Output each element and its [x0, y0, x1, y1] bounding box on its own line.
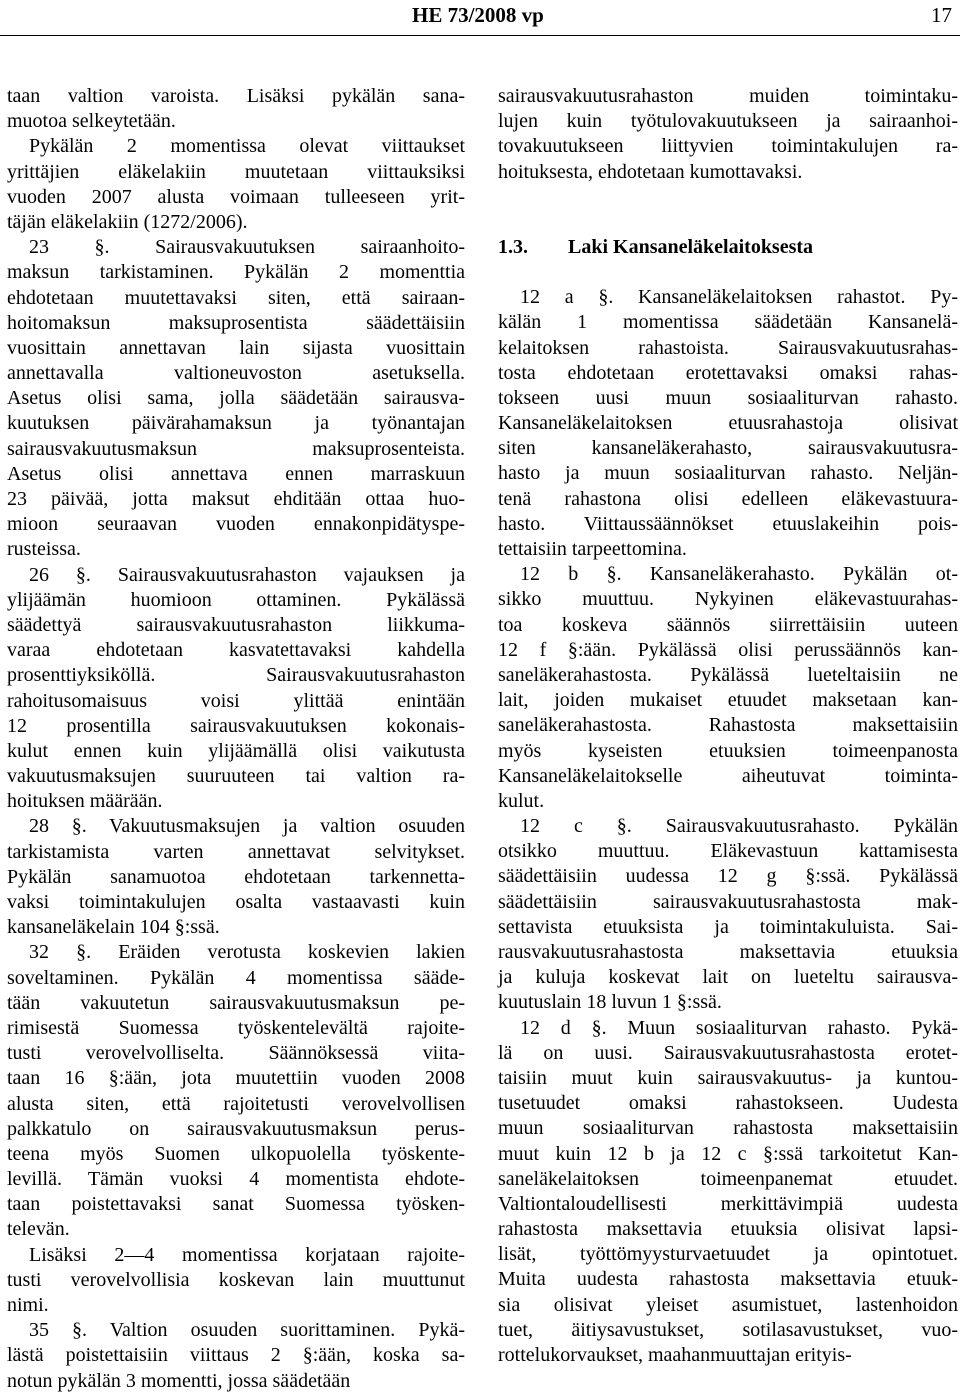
- text-line: siten kansaneläkerahasto, sairausvakuutusra-: [498, 437, 958, 460]
- text-line: säädettäisiin uudessa 12 g §:ssä. Pykälässä: [498, 865, 958, 888]
- page-number: 17: [931, 3, 952, 27]
- text-line: sairausvakuutusrahaston muiden toimintaku-: [498, 85, 958, 107]
- text-line: 12 c §. Sairausvakuutusrahasto. Pykälän: [520, 815, 958, 838]
- text-line: kelaitoksen rahastoista. Sairausvakuutusrahas-: [498, 336, 958, 359]
- text-line: vaksi toimintakulujen osalta vastaavasti kuin: [7, 891, 465, 913]
- text-line: taan valtion varoista. Lisäksi pykälän sana-: [7, 85, 465, 107]
- text-line: rahoitusomaisuus voisi ylittää enintään: [7, 689, 465, 712]
- text-line: 28 §. Vakuutusmaksujen ja valtion osuuden: [29, 815, 465, 838]
- left-column: [7, 84, 465, 1394]
- section-heading: [498, 235, 958, 260]
- text-line: lisät, työttömyysturvaetuudet ja opintotuet.: [498, 1243, 958, 1266]
- text-line: Pykälän sanamuotoa ehdotetaan tarkennetta-: [7, 865, 465, 888]
- document-title: HE 73/2008 vp: [412, 3, 544, 27]
- text-line: toa koskeva säännös siirrettäisiin uuteen: [498, 613, 958, 636]
- text-line: vuosittain annettavan lain sijasta vuosittain: [7, 336, 465, 359]
- text-line: muotoa selkeytetään.: [7, 110, 176, 133]
- text-line: tään vakuutetun sairausvakuutusmaksun pe-: [7, 991, 465, 1014]
- text-line: kuutuslain 18 luvun 1 §:ssä.: [498, 991, 722, 1014]
- text-line: Muita uudesta rahastosta maksettavia etuuk-: [498, 1268, 958, 1291]
- text-line: lait, joiden mukaiset etuudet maksetaan kan-: [498, 689, 958, 712]
- text-line: settavista etuuksista ja toimintakuluista. Sai-: [498, 915, 958, 938]
- text-line: kansaneläkelain 104 §:ssä.: [7, 916, 220, 939]
- section-title: Laki Kansaneläkelaitoksesta: [568, 235, 814, 258]
- text-line: 12 f §:ään. Pykälässä olisi perussäännös kan-: [498, 638, 958, 661]
- text-line: säädettäisiin sairausvakuutusrahastosta mak-: [498, 890, 958, 913]
- text-line: sia olisivat yleiset asumistuet, lastenhoidon: [498, 1293, 958, 1316]
- text-line: levillä. Tämän vuoksi 4 momentista ehdote-: [7, 1168, 465, 1191]
- text-line: muun sosiaaliturvan rahastosta maksettaisiin: [498, 1117, 958, 1140]
- text-line: Pykälän 2 momentissa olevat viittaukset: [29, 135, 465, 158]
- text-line: tarkistamista varten annettavat selvitykset.: [7, 840, 465, 863]
- header-divider: [0, 35, 960, 36]
- text-line: hoitomaksun maksuprosentista säädettäisiin: [7, 311, 465, 334]
- text-line: 23 §. Sairausvakuutuksen sairaanhoito-: [29, 236, 465, 259]
- text-line: lä on uusi. Sairausvakuutusrahastosta erotet-: [498, 1041, 958, 1064]
- text-line: tokseen uusi muun sosiaaliturvan rahasto.: [498, 386, 958, 409]
- text-line: tusti verovelvolliselta. Säännöksessä viita-: [7, 1042, 465, 1065]
- text-line: alusta siten, että rajoitetusti verovelvollisen: [7, 1092, 465, 1115]
- text-line: Valtiontaloudellisesti merkittävimpiä uudesta: [498, 1192, 958, 1215]
- text-line: hoituksen määrään.: [7, 790, 163, 813]
- text-line: 32 §. Eräiden verotusta koskevien lakien: [29, 941, 465, 964]
- text-line: ylijäämän huomioon ottaminen. Pykälässä: [7, 588, 465, 611]
- text-line: 12 b §. Kansaneläkerahasto. Pykälän ot-: [520, 563, 958, 586]
- text-line: sikko muuttuu. Nykyinen eläkevastuurahas-: [498, 588, 958, 611]
- text-line: notun pykälän 3 momentti, jossa säädetään: [7, 1369, 351, 1392]
- text-line: maksun tarkistaminen. Pykälän 2 momenttia: [7, 261, 465, 284]
- right-column: [498, 84, 958, 1368]
- text-line: hoituksesta, ehdotetaan kumottavaksi.: [498, 160, 803, 183]
- text-line: Kansaneläkelaitoksen etuusrahastoja olisivat: [498, 412, 958, 435]
- section-number: 1.3.: [498, 235, 528, 258]
- text-line: 12 d §. Muun sosiaaliturvan rahasto. Pykä-: [520, 1016, 958, 1039]
- text-line: 35 §. Valtion osuuden suorittaminen. Pykä-: [29, 1319, 465, 1342]
- text-line: kälän 1 momentissa säädetään Kansanelä-: [498, 311, 958, 334]
- text-line: Kansaneläkelaitokselle aiheutuvat toiminta-: [498, 764, 958, 787]
- text-line: rausvakuutusrahastosta maksettavia etuuksia: [498, 941, 958, 963]
- text-line: 12 a §. Kansaneläkelaitoksen rahastot. Py-: [520, 286, 958, 309]
- text-line: säädettyä sairausvakuutusrahaston liikkuma-: [7, 613, 465, 636]
- text-line: tuet, äitiysavustukset, sotilasavustukset, vuo-: [498, 1318, 958, 1341]
- text-line: kulut.: [498, 789, 545, 812]
- text-line: ehdotetaan muutettavaksi siten, että sairaan-: [7, 286, 465, 309]
- text-line: taisiin muut kuin sairausvakuutus- ja kuntou-: [498, 1066, 958, 1089]
- text-line: muut kuin 12 b ja 12 c §:ssä tarkoitetut Kan-: [498, 1142, 958, 1165]
- text-line: myös kyseisten etuuksien toimeenpanosta: [498, 739, 958, 762]
- text-line: sairausvakuutusmaksun maksuprosenteista.: [7, 437, 465, 460]
- text-line: saneläkerahastosta. Pykälässä lueteltaisiin ne: [498, 663, 958, 686]
- text-line: tenä rahastona olisi edelleen eläkevastuura-: [498, 487, 958, 510]
- text-line: prosenttiyksiköllä. Sairausvakuutusrahaston: [7, 664, 465, 687]
- text-line: rusteissa.: [7, 538, 81, 561]
- text-line: rottelukorvaukset, maahanmuuttajan erityis-: [498, 1344, 852, 1366]
- text-line: annettavalla valtioneuvoston asetuksella.: [7, 362, 465, 385]
- text-line: teena myös Suomen ulkopuolella työskente-: [7, 1142, 465, 1165]
- text-line: Lisäksi 2—4 momentissa korjataan rajoite-: [29, 1243, 465, 1266]
- text-line: tusti verovelvollisia koskevan lain muuttunut: [7, 1268, 465, 1291]
- text-line: 23 päivää, jotta maksut ehditään ottaa huo-: [7, 488, 465, 510]
- text-line: kulut ennen kuin ylijäämällä olisi vaikutusta: [7, 739, 465, 762]
- text-line: hasto. Viittaussäännökset etuuslakeihin pois-: [498, 512, 958, 535]
- text-line: rahastosta maksettavia etuuksia olisivat lapsi-: [498, 1218, 958, 1241]
- text-line: ja kuluja koskevat lait on lueteltu sairausva-: [498, 966, 958, 989]
- text-line: televän.: [7, 1218, 70, 1241]
- text-line: vakuutusmaksujen suuruuteen tai valtion ra-: [7, 765, 465, 788]
- text-line: Asetus olisi annettava ennen marraskuun: [7, 462, 465, 485]
- text-line: palkkatulo on sairausvakuutusmaksun perus-: [7, 1117, 465, 1140]
- text-line: Asetus olisi sama, jolla säädetään sairausva-: [7, 387, 465, 410]
- text-line: 26 §. Sairausvakuutusrahaston vajauksen ja: [29, 563, 465, 586]
- text-line: saneläkerahastosta. Rahastosta maksettaisiin: [498, 714, 958, 737]
- text-line: lujen kuin työtulovakuutukseen ja sairaanhoi-: [498, 110, 958, 133]
- text-line: soveltaminen. Pykälän 4 momentissa sääde-: [7, 966, 465, 989]
- text-line: otsikko muuttuu. Eläkevastuun kattamisesta: [498, 840, 958, 863]
- text-line: tovakuutukseen liittyvien toimintakulujen ra-: [498, 135, 958, 158]
- text-line: rimisestä Suomessa työskentelevältä rajoite-: [7, 1016, 465, 1039]
- text-line: 12 prosentilla sairausvakuutuksen kokonais-: [7, 714, 465, 737]
- text-line: lästä poistettaisiin viittaus 2 §:ään, koska sa-: [7, 1344, 465, 1367]
- text-line: täjän eläkelakiin (1272/2006).: [7, 210, 248, 233]
- page-header: [0, 0, 960, 40]
- text-line: nimi.: [7, 1294, 49, 1316]
- text-line: tosta ehdotetaan erotettavaksi omaksi rahas-: [498, 361, 958, 384]
- section-spacer: [498, 260, 958, 285]
- text-line: taan poistettavaksi sanat Suomessa työsken-: [7, 1193, 465, 1216]
- text-line: varaa ehdotetaan kasvatettavaksi kahdella: [7, 639, 465, 662]
- text-line: hasto ja muun sosiaaliturvan rahasto. Neljän-: [498, 462, 958, 485]
- text-line: taan 16 §:ään, jota muutettiin vuoden 2008: [7, 1067, 465, 1090]
- text-line: mioon seuraavan vuoden ennakonpidätyspe-: [7, 513, 465, 536]
- text-line: vuoden 2007 alusta voimaan tulleeseen yrit-: [7, 185, 465, 208]
- text-line: yrittäjien eläkelakiin muutetaan viittauksiksi: [7, 160, 465, 183]
- text-line: tusetuudet omaksi rahastokseen. Uudesta: [498, 1092, 958, 1115]
- text-line: kuutuksen päivärahamaksun ja työnantajan: [7, 412, 465, 435]
- text-line: saneläkelaitoksen toimeenpanemat etuudet.: [498, 1167, 958, 1190]
- section-spacer: [498, 185, 958, 235]
- text-line: tettaisiin tarpeettomina.: [498, 538, 687, 560]
